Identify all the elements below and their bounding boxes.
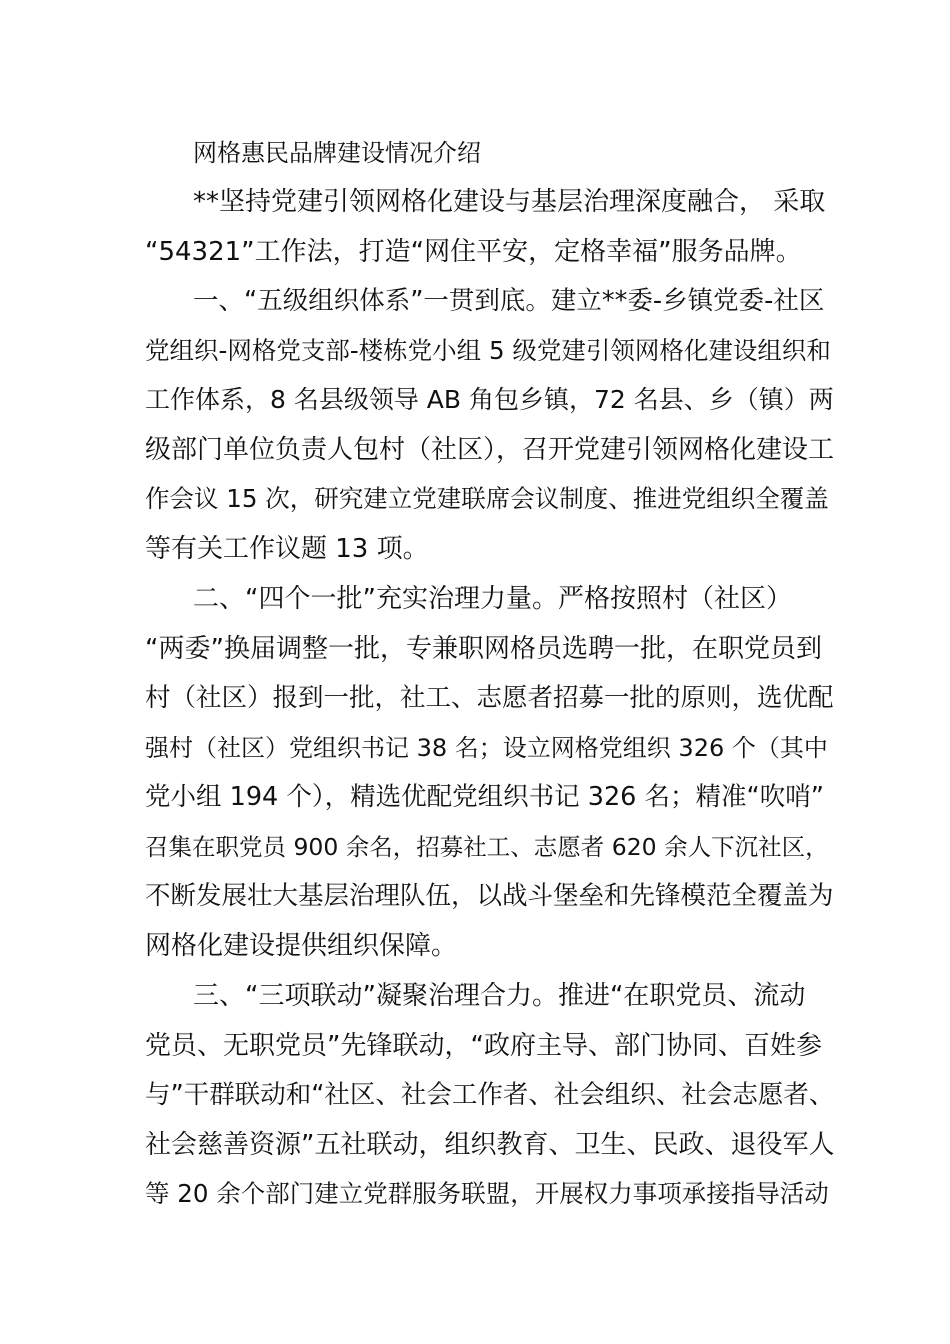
paragraph-line: **坚持党建引领网格化建设与基层治理深度融合， 采取 xyxy=(193,187,826,217)
paragraph-line: 召集在职党员 900 余名，招募社工、志愿者 620 余人下沉社区， xyxy=(145,833,829,861)
paragraph-line: 不断发展壮大基层治理队伍，以战斗堡垒和先锋模范全覆盖为 xyxy=(145,881,834,911)
paragraph-line: 二、“四个一批”充实治理力量。严格按照村（社区） xyxy=(193,584,792,614)
paragraph-line: 作会议 15 次，研究建立党建联席会议制度、推进党组织全覆盖 xyxy=(145,484,829,513)
paragraph-line: 工作体系，8 名县级领导 AB 角包乡镇，72 名县、乡（镇）两 xyxy=(145,385,834,414)
paragraph-line: 强村（社区）党组织书记 38 名；设立网格党组织 326 个（其中 xyxy=(145,734,828,762)
paragraph-line: 党小组 194 个），精选优配党组织书记 326 名；精准“吹哨” xyxy=(145,782,824,812)
document-title: 网格惠民品牌建设情况介绍 xyxy=(193,139,481,167)
paragraph-line: 级部门单位负责人包村（社区），召开党建引领网格化建设工 xyxy=(145,435,835,465)
paragraph-line: 三、“三项联动”凝聚治理合力。推进“在职党员、流动 xyxy=(193,981,806,1011)
paragraph-line: 一、“五级组织体系”一贯到底。建立**委-乡镇党委-社区 xyxy=(193,286,825,316)
paragraph-line: 网格化建设提供组织保障。 xyxy=(145,931,458,961)
paragraph-line: 党组织-网格党支部-楼栋党小组 5 级党建引领网格化建设组织和 xyxy=(145,336,831,365)
paragraph-line: 社会慈善资源”五社联动，组织教育、卫生、民政、退役军人 xyxy=(145,1130,835,1160)
paragraph-line: 等 20 余个部门建立党群服务联盟，开展权力事项承接指导活动 xyxy=(145,1179,829,1208)
paragraph-line: 党员、无职党员”先锋联动，“政府主导、部门协同、百姓参 xyxy=(145,1031,822,1061)
paragraph-line: “54321”工作法，打造“网住平安，定格幸福”服务品牌。 xyxy=(145,237,802,267)
paragraph-line: “两委”换届调整一批，专兼职网格员选聘一批，在职党员到 xyxy=(145,634,822,664)
paragraph-line: 等有关工作议题 13 项。 xyxy=(145,534,429,564)
paragraph-line: 与”干群联动和“社区、社会工作者、社会组织、社会志愿者、 xyxy=(145,1080,835,1110)
paragraph-line: 村（社区）报到一批，社工、志愿者招募一批的原则，选优配 xyxy=(145,683,834,713)
